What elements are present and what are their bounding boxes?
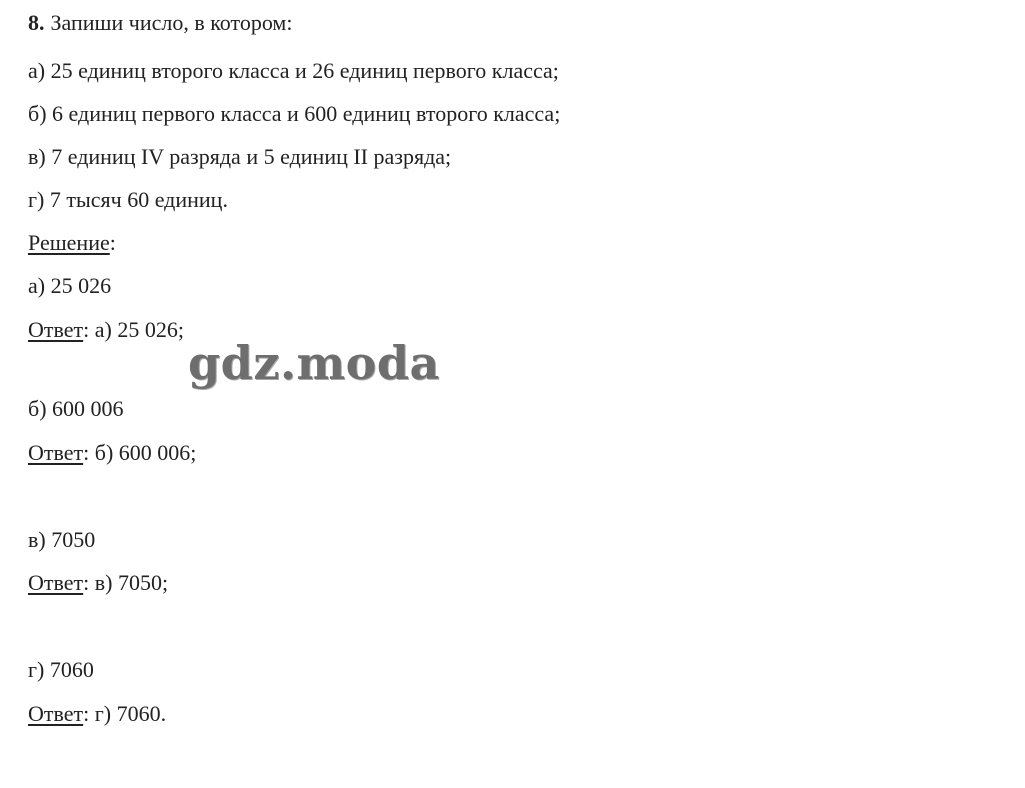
answer-value: : а) 25 026; [83,317,184,342]
task-item-v: в) 7 единиц IV разряда и 5 единиц II разряда; [28,144,452,169]
solution-value-v: в) 7050 [28,527,96,552]
task-item-a: а) 25 единиц второго класса и 26 единиц первого класса; [28,58,559,83]
answer-value: : в) 7050; [83,570,169,595]
answer-label: Ответ [28,440,84,465]
solution-heading [28,230,116,256]
answer-label: Ответ [28,701,84,726]
solution-value-a: а) 25 026 [28,273,112,298]
answer-a [28,317,184,343]
answer-b [28,440,196,466]
answer-g [28,701,166,727]
solution-label: Решение [28,230,110,255]
answer-value: : б) 600 006; [83,440,197,465]
answer-label: Ответ [28,570,84,595]
task-item-b: б) 6 единиц первого класса и 600 единиц второго класса; [28,101,561,126]
task-item-g: г) 7 тысяч 60 единиц. [28,187,228,212]
answer-label: Ответ [28,317,84,342]
solution-value-b: б) 600 006 [28,396,124,421]
task-title: Запиши число, в котором: [50,10,293,35]
task-number: 8. [28,10,45,35]
answer-v [28,570,168,596]
solution-value-g: г) 7060 [28,657,94,682]
answer-value: : г) 7060. [83,701,167,726]
watermark: gdz.moda [188,336,440,390]
task-header [28,10,292,36]
solution-label-suffix: : [109,230,116,255]
